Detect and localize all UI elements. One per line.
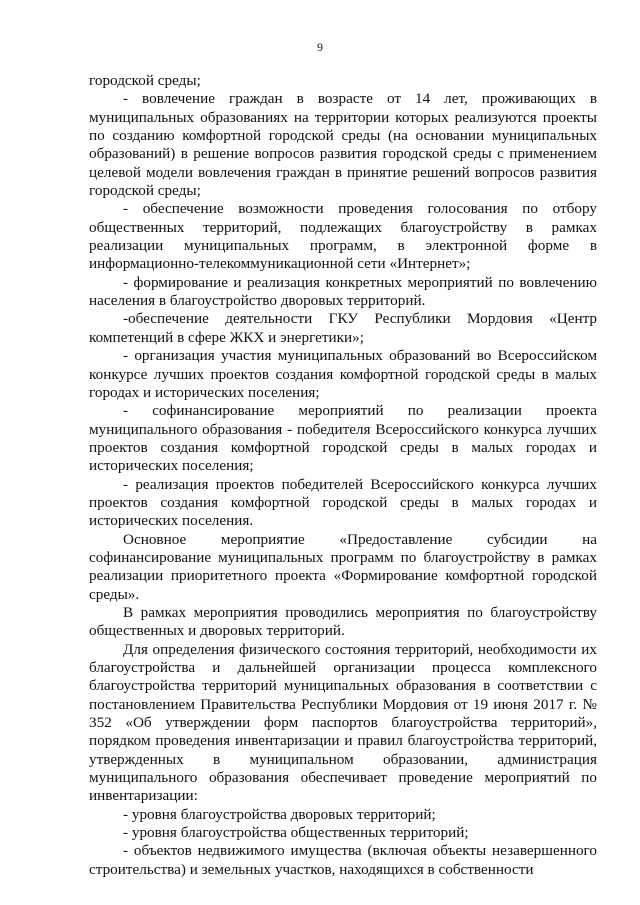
- list-item-cofinancing: - софинансирование мероприятий по реализации проекта муниципального образования - победителя Всероссийского конкурса лучших проектов создания комфортной городской среды в малых городах и исторических поселения;: [89, 402, 597, 475]
- list-item-real-estate: - объектов недвижимого имущества (включая объекты незавершенного строительства) и земельных участков, находящихся в собственности: [89, 842, 597, 878]
- paragraph-activity-scope: В рамках мероприятия проводились мероприятия по благоустройству общественных и дворовых территорий.: [89, 603, 597, 640]
- list-item-courtyard-level: - уровня благоустройства дворовых территорий;: [123, 805, 436, 823]
- list-item-online-voting: - обеспечение возможности проведения голосования по отбору общественных территорий, подлежащих благоустройству в рамках реализации муниципальных программ, в электронной форме в информационно-телекоммуникационной сети «Интернет»;: [89, 200, 597, 273]
- list-item-contest-participation: - организация участия муниципальных образований во Всероссийском конкурсе лучших проектов создания комфортной городской среды в малых городах и исторических поселения;: [89, 347, 597, 401]
- paragraph-inventory: Для определения физического состояния территорий, необходимости их благоустройства и дальнейшей организации процесса комплексного благоустройства территорий муниципальных образования в соответствии с постановлением Правительства Республики Мордовия от 19 июня 2017 г. № 352 «Об утверждении форм паспортов благоустройства территорий», порядком проведения инвентаризации и правил благоустройства территорий, утвержденных в муниципальном образовании, администрация муниципального образования обеспечивает проведение мероприятий по инвентаризации:: [89, 640, 597, 805]
- list-item-youth-involvement: - вовлечение граждан в возрасте от 14 лет, проживающих в муниципальных образованиях на территории которых реализуются проекты по созданию комфортной городской среды (на основании муниципальных образований) в решение вопросов развития городской среды с применением целевой модели вовлечения граждан в принятие решений вопросов развития городской среды;: [89, 90, 597, 200]
- page-number: 9: [317, 40, 323, 54]
- document-body: [89, 72, 597, 879]
- list-item-public-level: - уровня благоустройства общественных территорий;: [123, 824, 469, 842]
- list-item-winner-projects: - реализация проектов победителей Всероссийского конкурса лучших проектов создания комфортной городской среды в малых городах и исторических поселения.: [89, 475, 597, 530]
- list-item-competence-center: -обеспечение деятельности ГКУ Республики Мордовия «Центр компетенций в сфере ЖКХ и энергетики»;: [89, 310, 597, 346]
- list-item-population-involvement: - формирование и реализация конкретных мероприятий по вовлечению населения в благоустройство дворовых территорий.: [89, 273, 597, 310]
- paragraph-main-activity: Основное мероприятие «Предоставление субсидии на софинансирование муниципальных программ по благоустройству в рамках реализации приоритетного проекта «Формирование комфортной городской среды».: [89, 530, 597, 603]
- paragraph-continuation: городской среды;: [89, 72, 201, 89]
